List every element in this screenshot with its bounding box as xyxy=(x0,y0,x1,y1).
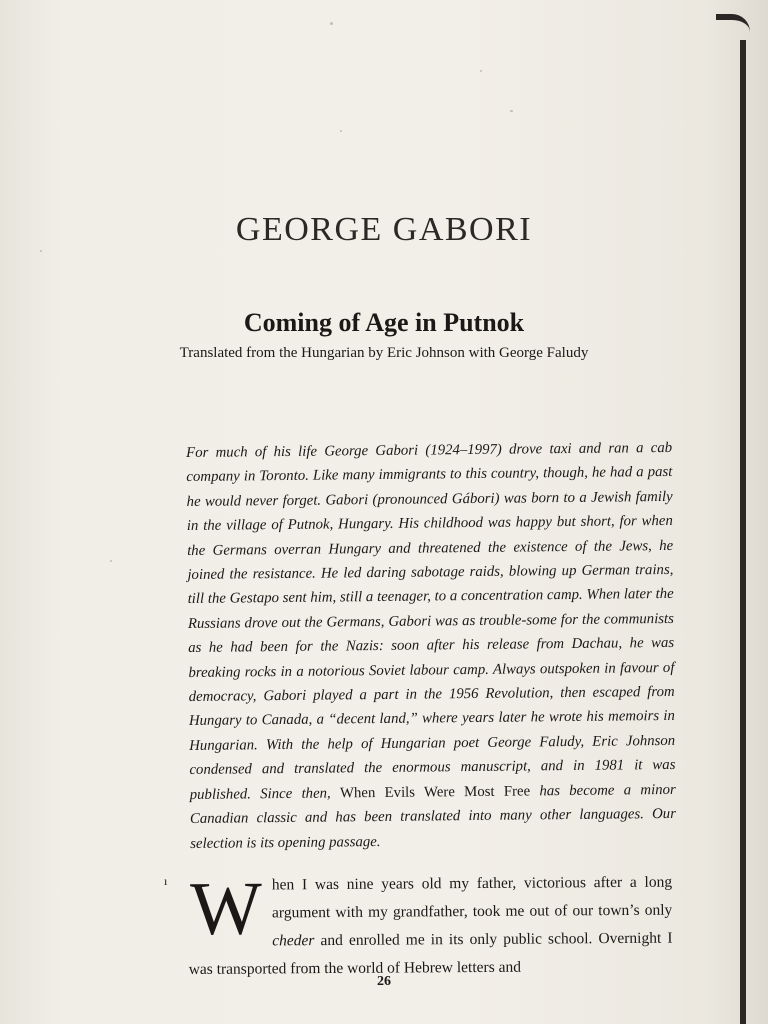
scan-speck xyxy=(480,70,482,72)
scan-speck xyxy=(330,22,333,25)
scan-speck xyxy=(510,110,513,112)
page-number: 26 xyxy=(377,974,391,989)
body-text-part2: and enrolled me in its only public school. Overnight I was transported from the world of Hebrew letters and xyxy=(188,929,673,978)
scan-speck xyxy=(340,130,342,132)
book-spine-edge xyxy=(740,40,746,1024)
chapter-title: Coming of Age in Putnok xyxy=(243,307,525,337)
scan-speck xyxy=(110,560,112,562)
translator-credit: Translated from the Hungarian by Eric Johnson with George Faludy xyxy=(179,345,589,361)
intro-text-part2: has become a minor Canadian classic and has been translated into many other languages. Our selection is its opening passage. xyxy=(189,781,677,852)
intro-book-title: When Evils Were Most Free xyxy=(339,782,531,801)
author-name: GEORGE GABORI xyxy=(235,210,533,248)
drop-cap: W xyxy=(189,865,263,951)
body-emphasis: cheder xyxy=(272,931,315,949)
opening-paragraph xyxy=(188,865,673,983)
body-text-part1: hen I was nine years old my father, victorious after a long argument with my grandfather, took me out of our town’s only xyxy=(271,873,673,921)
intro-paragraph xyxy=(186,436,676,856)
margin-mark: ı xyxy=(164,874,168,888)
intro-text-part1: For much of his life George Gabori (1924–1997) drove taxi and ran a cab company in Toronto. Like many immigrants to this country, though, he had a past he would never forget. Gabori (pronounced Gábori) was born to a Jewish family in the village of Putnok, Hungary. His childhood was happy but short, for when the Germans overran Hungary and threatened the existence of the Jews, he joined the resistance. He led daring sabotage raids, blowing up German trains, till the Gestapo sent him, still a teenager, to a concentration camp. When later the Russians drove out the Germans, Gabori was as trouble-some for the communists as he had been for the Nazis: soon after his release from Dachau, he was breaking rocks in a notorious Soviet labour camp. Always outspoken in favour of democracy, Gabori played a part in the 1956 Revolution, then escaped from Hungary to Canada, a “decent land,” where years later he wrote his memoirs in Hungarian. With the help of Hungarian poet George Faludy, Eric Johnson condensed and translated the enormous manuscript, and in 1981 it was published. Since then, xyxy=(186,439,676,803)
scan-speck xyxy=(40,250,42,252)
